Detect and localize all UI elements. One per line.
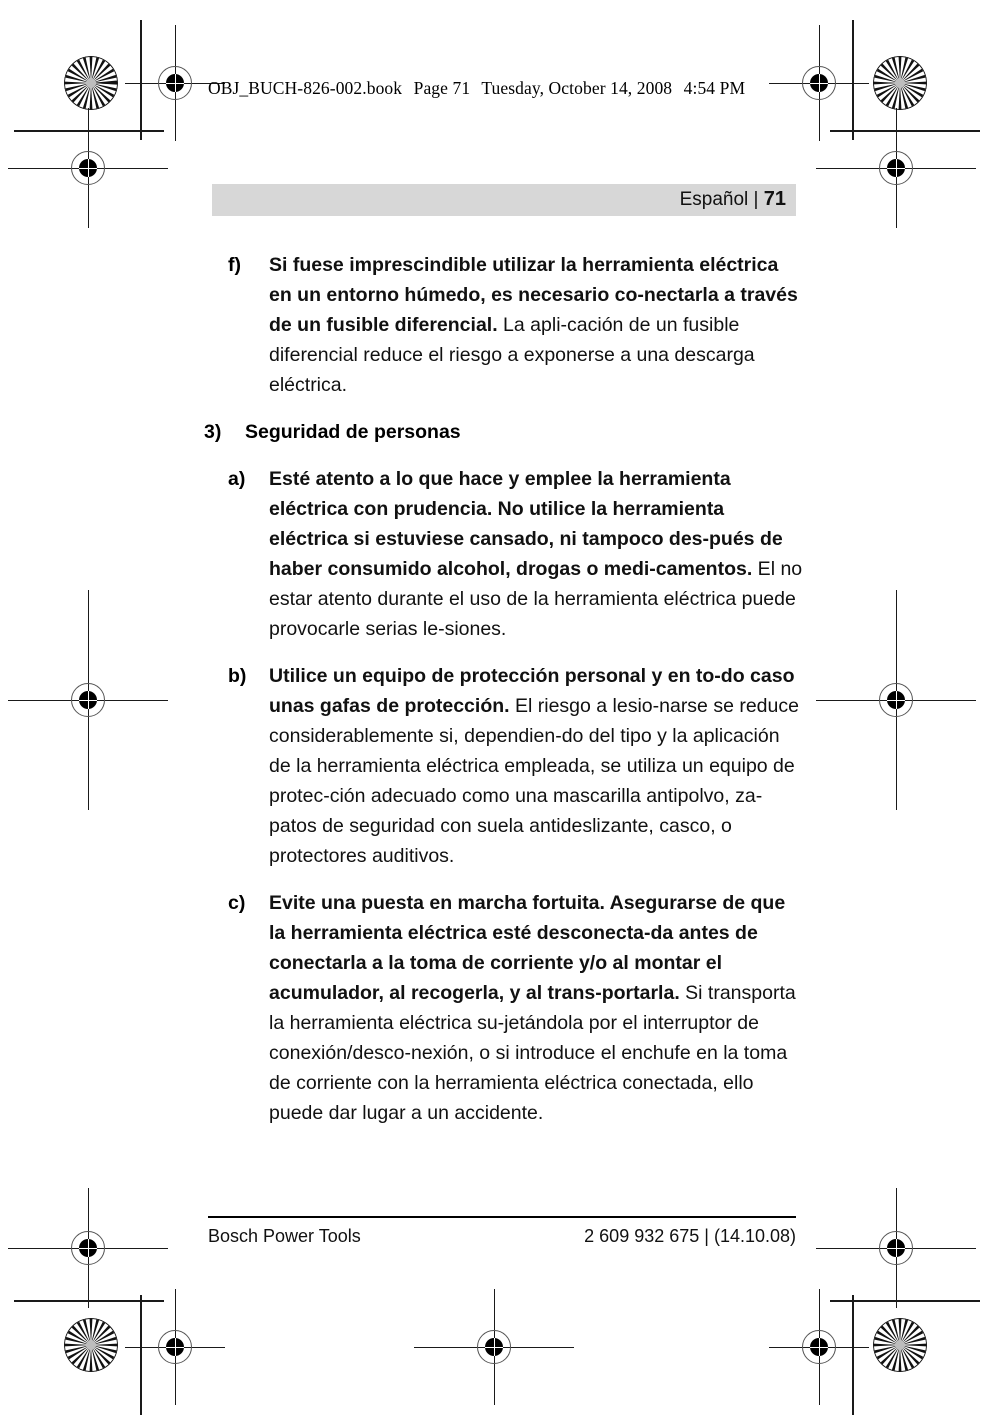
list-item-b-bold-lead: Utilice un equipo de protección personal y en to-do caso unas gafas de protección. xyxy=(269,665,795,717)
footer-company: Bosch Power Tools xyxy=(208,1226,361,1246)
running-head-separator: | xyxy=(753,189,759,210)
running-head-banner xyxy=(212,184,796,216)
book-info-line xyxy=(208,78,745,99)
list-marker-f: f) xyxy=(228,254,241,276)
list-item-a-body: El no estar atento durante el uso de la herramienta eléctrica puede provocarle serias le-siones. xyxy=(269,558,803,640)
list-item-b xyxy=(204,661,804,871)
trim-rule-top-right-vertical xyxy=(852,20,854,140)
list-item-c-body: Si transporta la herramienta eléctrica su-jetándola por el interruptor de conexión/desco-nexión, o si introduce el enchufe en la toma de corriente con la herramienta eléctrica conectada, ello puede dar lugar a un accidente. xyxy=(269,982,796,1124)
running-head-page-number: 71 xyxy=(763,188,786,210)
list-item-a-bold-lead: Esté atento a lo que hace y emplee la herramienta eléctrica con prudencia. No utilice la herramienta eléctrica si estuviese cansado, ni tampoco des-pués de haber consumido alcohol, drogas o medi-camentos. xyxy=(269,468,783,580)
book-page-label: Page 71 xyxy=(413,78,471,98)
star-target-slur-gauge-bottom-left xyxy=(64,1318,118,1372)
list-item-f-bold-lead: Si fuese imprescindible utilizar la herramienta eléctrica en un entorno húmedo, es necesario co-nectarla a través de un fusible diferencial. xyxy=(269,254,798,336)
star-target-slur-gauge-top-right xyxy=(873,56,927,110)
list-marker-b: b) xyxy=(228,665,247,687)
running-head-text xyxy=(680,188,786,211)
list-marker-a: a) xyxy=(228,468,246,490)
footer-document-number: 2 609 932 675 | (14.10.08) xyxy=(584,1226,796,1246)
list-item-f xyxy=(204,250,804,400)
trim-rule-top-left-vertical xyxy=(140,20,142,140)
section-title-3: Seguridad de personas xyxy=(245,421,461,443)
list-item-b-text xyxy=(228,661,804,871)
book-time: 4:54 PM xyxy=(683,78,746,98)
running-head-language: Español xyxy=(679,189,749,210)
list-item-b-body: El riesgo a lesio-narse se reduce considerablemente si, dependien-do del tipo y la aplicación de la herramienta eléctrica empleada, se utiliza un equipo de protec-ción adecuado como una mascarilla antipolvo, za-patos de seguridad con suela antideslizante, casco, o protectores auditivos. xyxy=(269,695,799,867)
book-date: Tuesday, October 14, 2008 xyxy=(481,78,673,98)
list-marker-c: c) xyxy=(228,892,246,914)
list-item-a xyxy=(204,464,804,644)
list-item-f-body: La apli-cación de un fusible diferencial reduce el riesgo a exponerse a una descarga eléctrica. xyxy=(269,314,755,396)
list-item-c-text xyxy=(228,888,804,1128)
footer-divider xyxy=(208,1216,796,1218)
list-item-c-bold-lead: Evite una puesta en marcha fortuita. Asegurarse de que la herramienta eléctrica esté desconecta-da antes de conectarla a la toma de corriente y/o al montar el acumulador, al recogerla, y al trans-portarla. xyxy=(269,892,786,1004)
trim-rule-bottom-right-vertical xyxy=(852,1295,854,1415)
star-target-slur-gauge-top-left xyxy=(64,56,118,110)
list-item-c xyxy=(204,888,804,1128)
trim-rule-bottom-left-vertical xyxy=(140,1295,142,1415)
trim-rule-top-right-horizontal xyxy=(830,130,980,132)
list-item-f-text xyxy=(228,250,804,400)
section-marker-3: 3) xyxy=(204,421,222,443)
section-heading-3 xyxy=(204,417,804,447)
list-item-a-text xyxy=(228,464,804,644)
star-target-slur-gauge-bottom-right xyxy=(873,1318,927,1372)
body-content xyxy=(204,250,804,1145)
trim-rule-top-left-horizontal xyxy=(14,130,164,132)
book-filename: OBJ_BUCH-826-002.book xyxy=(208,78,403,98)
